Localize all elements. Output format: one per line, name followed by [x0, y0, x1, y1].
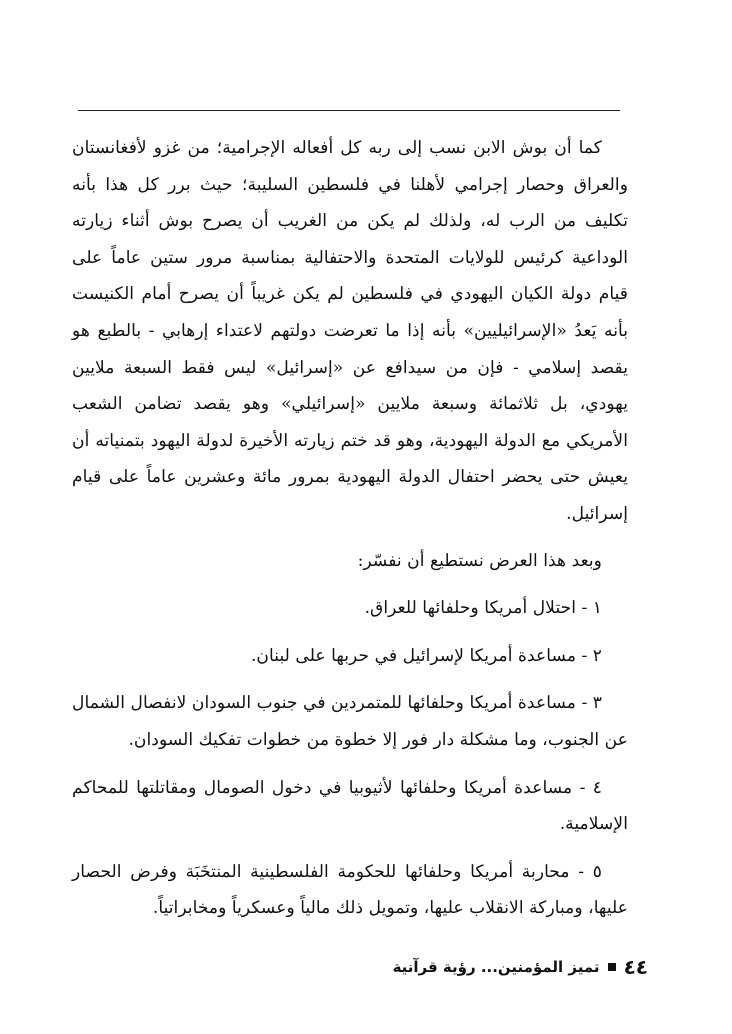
list-item-4: ٤ - مساعدة أمريكا وحلفائها لأثيوبيا في دخول الصومال ومقاتلتها للمحاكم الإسلامية.: [72, 777, 628, 835]
header-rule: [78, 110, 620, 111]
page-number: ٤٤: [623, 955, 648, 979]
list-item-1: ١ - احتلال أمريكا وحلفائها للعراق.: [364, 598, 602, 619]
body-paragraph: كما أن بوش الابن نسب إلى ربه كل أفعاله الإجرامية؛ من غزو لأفغانستان والعراق وحصار إجرامي لأهلنا في فلسطين السليبة؛ حيث برر كل هذا بأنه تكليف من الرب له، ولذلك لم يكن من الغريب أن يصرح بوش أثناء زيارته الوداعية كرئيس للولايات المتحدة والاحتفالية بمناسبة مرور ستين عاماً على قيام دولة الكيان اليهودي في فلسطين لم يكن غريباً أن يصرح أمام الكنيست بأنه يَعدُ «الإسرائيليين» بأنه إذا ما تعرضت دولتهم لاعتداء إرهابي - بالطبع هو يقصد إسلامي - فإن من سيدافع عن «إسرائيل» ليس فقط السبعة ملايين يهودي، بل ثلاثمائة وسبعة ملايين «إسرائيلي» وهو يقصد تضامن الشعب الأمريكي مع الدولة اليهودية، وهو قد ختم زيارته الأخيرة لدولة اليهود بتمنياته أن يعيش حتى يحضر احتفال الدولة اليهودية بمرور مائة وعشرين عاماً على قيام إسرائيل.: [72, 138, 628, 524]
list-intro: وبعد هذا العرض نستطيع أن نفسّر:: [357, 550, 602, 571]
list-item-2: ٢ - مساعدة أمريكا لإسرائيل في حربها على لبنان.: [250, 645, 602, 666]
page-footer: [393, 955, 648, 979]
list-item-5: ٥ - محاربة أمريكا وحلفائها للحكومة الفلسطينية المنتخَبَة وفرض الحصار عليها، ومباركة الانقلاب عليها، وتمويل ذلك مالياً وعسكرياً ومخابراتياً.: [72, 861, 628, 919]
book-title: تميز المؤمنين... رؤية قرآنية: [392, 958, 600, 976]
list-item-3: ٣ - مساعدة أمريكا وحلفائها للمتمردين في جنوب السودان لانفصال الشمال عن الجنوب، وما مشكلة دار فور إلا خطوة من خطوات تفكيك السودان.: [72, 693, 628, 750]
page-body: [72, 130, 628, 927]
square-bullet-icon: [608, 963, 616, 971]
